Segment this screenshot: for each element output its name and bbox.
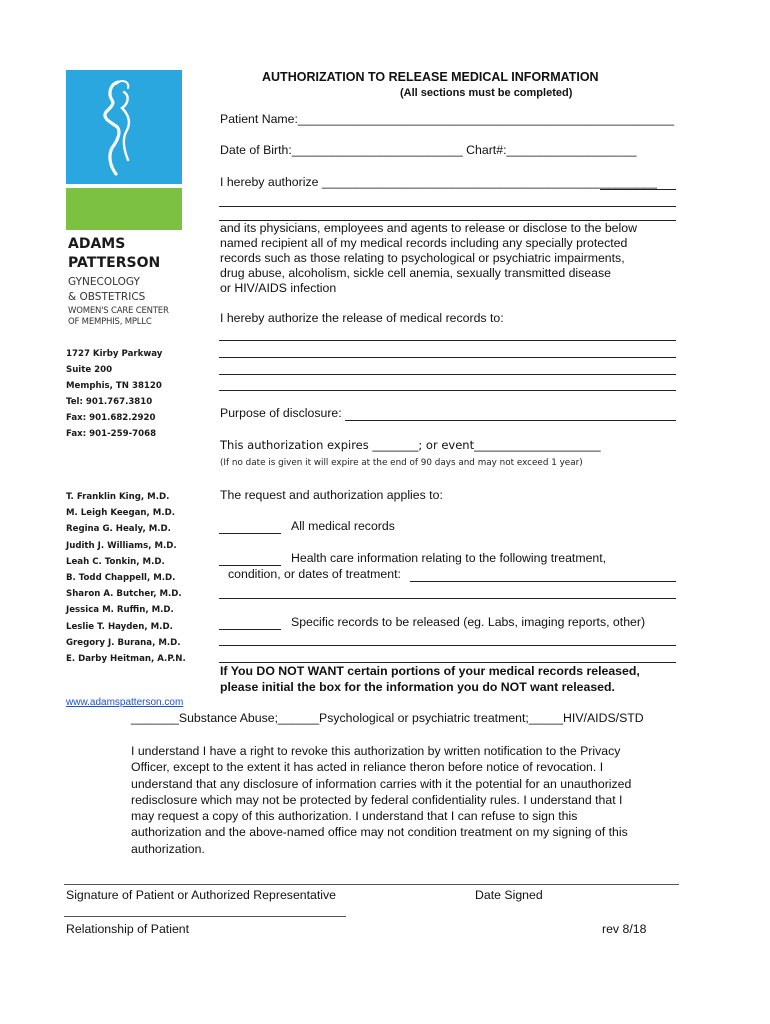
- understand-line: understand that any disclosure of information carries with it the potential for an unauthorized: [131, 776, 632, 791]
- understand-line: Officer, except to the extent it has acted in reliance theron before notice of revocation. I: [131, 760, 604, 775]
- health-info-initial-line[interactable]: [219, 565, 281, 566]
- release-to-label: I hereby authorize the release of medical records to:: [220, 311, 504, 325]
- doctor-name: Gregory J. Burana, M.D.: [66, 637, 181, 648]
- logo-green-panel: [66, 188, 182, 230]
- doctor-name: E. Darby Heitman, A.P.N.: [66, 654, 186, 665]
- signature-label: Signature of Patient or Authorized Representative: [66, 888, 337, 902]
- brand-sub-line4: OF MEMPHIS, MPLLC: [68, 317, 152, 327]
- applies-to-label: The request and authorization applies to:: [220, 488, 443, 502]
- recipient-line-3[interactable]: [219, 374, 676, 375]
- doctor-name: Regina G. Healy, M.D.: [66, 524, 171, 535]
- understand-line: authorization.: [131, 841, 205, 856]
- form-subtitle: (All sections must be completed): [400, 87, 573, 99]
- website-link[interactable]: www.adamspatterson.com: [66, 697, 184, 708]
- address-line: 1727 Kirby Parkway: [66, 349, 163, 359]
- doctor-name: Jessica M. Ruffin, M.D.: [66, 605, 174, 616]
- recipient-line-4[interactable]: [219, 390, 676, 391]
- doctor-name: M. Leigh Keegan, M.D.: [66, 508, 176, 519]
- authorize-provider-field[interactable]: I hereby authorize _________________________________________________: [220, 175, 657, 189]
- release-text-line: or HIV/AIDS infection: [220, 281, 337, 295]
- address-block: [66, 346, 162, 442]
- warning-text: [220, 663, 640, 695]
- release-text-line: named recipient all of my medical records including any specially protected: [220, 236, 628, 250]
- exclusions-field[interactable]: _______Substance Abuse;______Psychological or psychiatric treatment;_____HIV/AIDS/STD: [131, 711, 644, 725]
- release-text-line: records such as those relating to psychological or psychiatric impairments,: [220, 251, 625, 265]
- brand-name-line1: ADAMS: [68, 236, 126, 252]
- all-records-initial-line[interactable]: [219, 533, 281, 534]
- patient-name-field[interactable]: Patient Name:_______________________________________________________: [220, 112, 675, 126]
- dob-chart-field[interactable]: Date of Birth:_________________________ Chart#:___________________: [220, 143, 637, 157]
- understand-paragraph: [131, 743, 631, 857]
- treatment-line-2[interactable]: [219, 598, 676, 599]
- address-line: Memphis, TN 38120: [66, 381, 162, 391]
- understand-line: redisclosure which may not be protected by federal confidentiality rules. I understand that I: [131, 792, 623, 807]
- warning-line: If You DO NOT WANT certain portions of your medical records released,: [220, 664, 640, 678]
- fax-line: Fax: 901.682.2920: [66, 413, 156, 423]
- specific-records-line-1[interactable]: [219, 645, 676, 646]
- address-line: Suite 200: [66, 365, 113, 375]
- release-text-line: drug abuse, alcoholism, sickle cell anemia, sexually transmitted disease: [220, 266, 611, 280]
- relationship-label: Relationship of Patient: [66, 922, 190, 936]
- release-paragraph: [220, 221, 637, 296]
- doctor-list: [66, 489, 186, 667]
- health-info-label: Health care information relating to the following treatment,: [291, 551, 607, 565]
- doctor-name: B. Todd Chappell, M.D.: [66, 573, 176, 584]
- signature-line[interactable]: [64, 884, 679, 885]
- health-info-label-2: condition, or dates of treatment:: [228, 567, 401, 581]
- recipient-line-1[interactable]: [219, 340, 676, 341]
- expiration-field[interactable]: This authorization expires ________; or event______________________: [220, 438, 601, 452]
- purpose-label: Purpose of disclosure:: [220, 406, 342, 420]
- authorize-underline: [600, 189, 676, 190]
- relationship-line[interactable]: [64, 916, 346, 917]
- treatment-line-1[interactable]: [410, 581, 676, 582]
- woman-silhouette-logo-icon: [66, 70, 182, 184]
- revision-label: rev 8/18: [602, 922, 647, 936]
- understand-line: authorization and the above-named office may not condition treatment on my signing of this: [131, 825, 628, 840]
- form-title: AUTHORIZATION TO RELEASE MEDICAL INFORMATION: [262, 70, 599, 84]
- warning-line: please initial the box for the information you do NOT want released.: [220, 680, 615, 694]
- release-text-line: and its physicians, employees and agents to release or disclose to the below: [220, 221, 637, 235]
- expiration-note: (If no date is given it will expire at the end of 90 days and may not exceed 1 year): [220, 458, 583, 468]
- doctor-name: Sharon A. Butcher, M.D.: [66, 589, 182, 600]
- brand-name-line2: PATTERSON: [68, 255, 161, 271]
- doctor-name: Leslie T. Hayden, M.D.: [66, 621, 173, 632]
- brand-sub-line2: & OBSTETRICS: [68, 291, 146, 303]
- brand-sub-line1: GYNECOLOGY: [68, 276, 140, 288]
- doctor-name: Judith J. Williams, M.D.: [66, 540, 177, 551]
- recipient-line-2[interactable]: [219, 357, 676, 358]
- authorize-line-2[interactable]: [219, 206, 676, 207]
- brand-sub-line3: WOMEN'S CARE CENTER: [68, 306, 169, 316]
- specific-records-label: Specific records to be released (eg. Labs, imaging reports, other): [291, 615, 646, 629]
- doctor-name: Leah C. Tonkin, M.D.: [66, 556, 165, 567]
- specific-records-initial-line[interactable]: [219, 629, 281, 630]
- logo-blue-panel: [66, 70, 182, 184]
- understand-line: may request a copy of this authorization. I understand that I can refuse to sign this: [131, 809, 578, 824]
- fax-line: Fax: 901-259-7068: [66, 429, 157, 439]
- understand-line: I understand I have a right to revoke this authorization by written notification to the Privacy: [131, 744, 621, 758]
- purpose-line[interactable]: [345, 420, 676, 421]
- phone-line: Tel: 901.767.3810: [66, 397, 153, 407]
- all-records-label: All medical records: [291, 519, 395, 533]
- date-signed-label: Date Signed: [475, 888, 543, 902]
- doctor-name: T. Franklin King, M.D.: [66, 492, 170, 502]
